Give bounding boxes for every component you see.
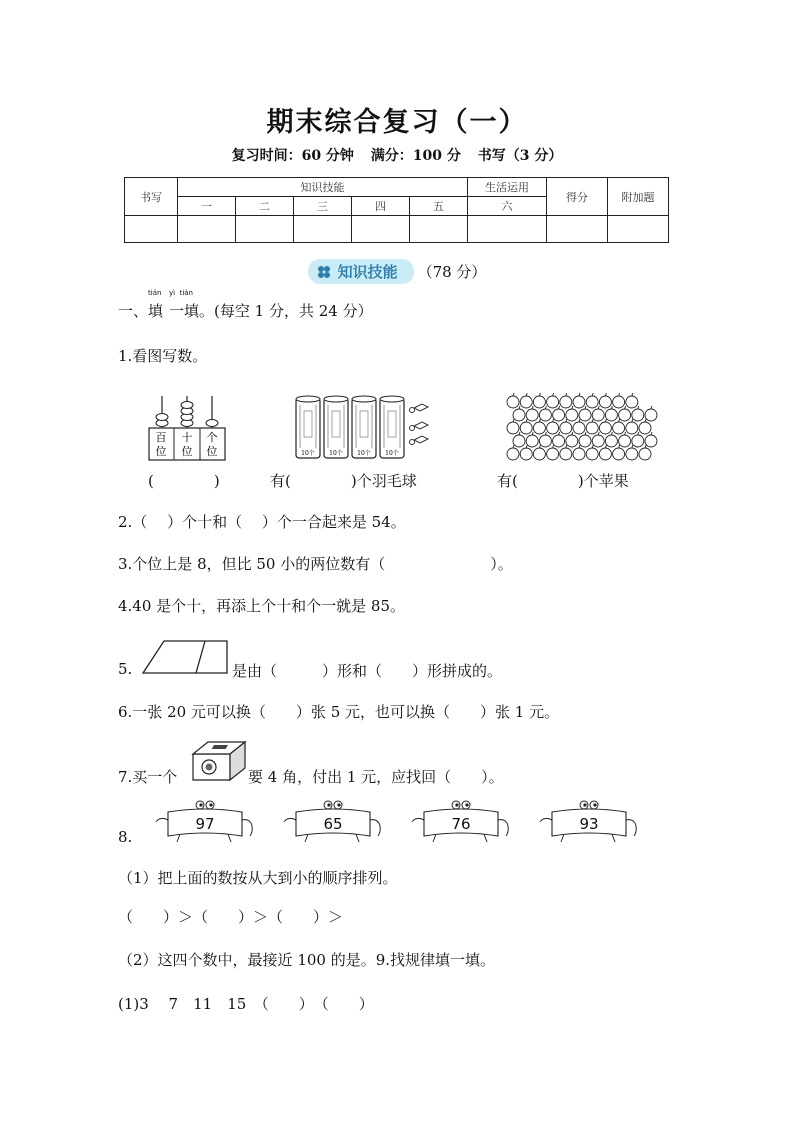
apple-icon xyxy=(513,432,525,447)
apple-icon xyxy=(520,445,532,460)
score-cell[interactable] xyxy=(236,216,294,243)
score-cell[interactable] xyxy=(294,216,352,243)
apples-illustration xyxy=(505,392,670,464)
q8-sub1: （1）把上面的数按从大到小的顺序排列。 xyxy=(118,869,398,887)
abacus-label: 位 xyxy=(181,445,193,458)
dots-icon xyxy=(317,265,331,279)
apple-icon xyxy=(573,393,585,408)
q8-sub2: （2）这四个数中，最接近 100 的是。9.找规律填一填。 xyxy=(118,951,496,969)
apple-icon xyxy=(566,432,578,447)
apple-icon xyxy=(639,445,651,460)
abacus-label: 十 xyxy=(181,431,193,444)
apple-icon xyxy=(613,445,625,460)
banner-number: 93 xyxy=(579,815,599,833)
apple-icon xyxy=(645,432,657,447)
apple-icon xyxy=(520,419,532,434)
q4-text: 4.40 是个十，再添上个十和个一就是 85。 xyxy=(118,597,406,615)
apple-icon xyxy=(526,432,538,447)
score-cell[interactable] xyxy=(352,216,410,243)
apple-icon xyxy=(573,419,585,434)
q1-cap-shuttlecock: 有( )个羽毛球 xyxy=(270,472,417,490)
banner-number: 76 xyxy=(451,815,471,833)
abacus-label: 个 xyxy=(206,431,218,444)
apple-icon xyxy=(613,393,625,408)
score-col: 四 xyxy=(352,197,410,216)
score-col: 六 xyxy=(468,197,547,216)
score-header-fujia: 附加题 xyxy=(608,178,669,216)
tube-label: 10个 xyxy=(301,450,315,457)
part1-heading xyxy=(118,289,373,321)
apple-icon xyxy=(586,445,598,460)
apple-icon xyxy=(599,445,611,460)
apple-icon xyxy=(619,406,631,421)
abacus-label: 位 xyxy=(206,445,218,458)
apple-icon xyxy=(605,406,617,421)
pinyin: yì xyxy=(169,289,176,297)
full-score: 满分：100 分 xyxy=(370,148,461,164)
number-banner xyxy=(540,801,636,842)
score-cell[interactable] xyxy=(410,216,468,243)
apple-icon xyxy=(520,393,532,408)
q7-post: 要 4 角，付出 1 元，应找回（ ）。 xyxy=(248,768,504,786)
apple-icon xyxy=(547,419,559,434)
pinyin: tián xyxy=(148,289,162,297)
score-col: 三 xyxy=(294,197,352,216)
apple-icon xyxy=(619,432,631,447)
section-points: （78 分） xyxy=(417,263,487,281)
q5-text: 是由（ ）形和（ ）形拼成的。 xyxy=(232,662,503,680)
number-banners xyxy=(150,798,650,846)
number-banner xyxy=(284,801,380,842)
pencil-sharpener-icon xyxy=(190,738,248,783)
apple-icon xyxy=(507,419,519,434)
apple-icon xyxy=(632,432,644,447)
shuttlecock-tube xyxy=(352,396,376,458)
score-header-shenghuo: 生活运用 xyxy=(468,178,547,197)
apple-icon xyxy=(566,406,578,421)
apple-icon xyxy=(626,393,638,408)
part1-note: 。(每空 1 分，共 24 分） xyxy=(199,302,373,320)
apple-icon xyxy=(533,445,545,460)
q1-cap-abacus: ( ) xyxy=(148,472,220,490)
apple-icon xyxy=(599,419,611,434)
apple-icon xyxy=(533,419,545,434)
score-cell[interactable] xyxy=(547,216,608,243)
score-header-zhishi: 知识技能 xyxy=(178,178,468,197)
apple-icon xyxy=(560,393,572,408)
writing-score: 书写（3 分） xyxy=(477,148,563,164)
tube-label: 10个 xyxy=(329,450,343,457)
q8-number: 8. xyxy=(118,828,133,846)
apple-icon xyxy=(639,419,651,434)
apple-icon xyxy=(507,445,519,460)
abacus-label: 位 xyxy=(155,445,167,458)
apple-icon xyxy=(592,432,604,447)
apple-icon xyxy=(513,406,525,421)
section-pill xyxy=(308,259,414,284)
score-col: 五 xyxy=(410,197,468,216)
apple-icon xyxy=(553,432,565,447)
shuttlecock-tube xyxy=(380,396,404,458)
part1-tian: 填 xyxy=(148,302,164,320)
page-title: 期末综合复习（一） xyxy=(266,107,528,138)
apple-icon xyxy=(613,419,625,434)
review-time: 复习时间：60 分钟 xyxy=(231,148,354,164)
apple-icon xyxy=(579,432,591,447)
part1-prefix: 一、 xyxy=(118,302,149,320)
apple-icon xyxy=(605,432,617,447)
apple-icon xyxy=(547,445,559,460)
apple-icon xyxy=(586,419,598,434)
apple-icon xyxy=(560,445,572,460)
shuttlecock-tube xyxy=(324,396,348,458)
score-cell[interactable] xyxy=(608,216,669,243)
trapezoid-shape xyxy=(140,638,232,676)
apple-icon xyxy=(539,406,551,421)
apple-icon xyxy=(533,393,545,408)
apple-icon xyxy=(632,406,644,421)
number-banner xyxy=(412,801,508,842)
tube-label: 10个 xyxy=(385,450,399,457)
apple-icon xyxy=(573,445,585,460)
apple-icon xyxy=(539,432,551,447)
score-table xyxy=(124,177,669,243)
apple-icon xyxy=(626,445,638,460)
apple-icon xyxy=(599,393,611,408)
apple-icon xyxy=(579,406,591,421)
score-cell[interactable] xyxy=(125,216,178,243)
apple-icon xyxy=(626,419,638,434)
part1-yitian: 一填 xyxy=(169,302,200,320)
apple-icon xyxy=(645,406,657,421)
q6-text: 6.一张 20 元可以换（ ）张 5 元，也可以换（ ）张 1 元。 xyxy=(118,703,560,721)
abacus-label: 百 xyxy=(155,431,167,444)
q8-order: （ ）＞（ ）＞（ ）＞ xyxy=(118,908,344,926)
q5-number: 5. xyxy=(118,660,133,678)
shuttlecock-illustration xyxy=(290,393,440,463)
score-col: 一 xyxy=(178,197,236,216)
apple-icon xyxy=(592,406,604,421)
score-header-defen: 得分 xyxy=(547,178,608,216)
q1-cap-apples: 有( )个苹果 xyxy=(497,472,629,490)
apple-icon xyxy=(560,419,572,434)
banner-number: 97 xyxy=(195,815,215,833)
apple-icon xyxy=(526,406,538,421)
q1-text: 1.看图写数。 xyxy=(118,347,208,365)
abacus-illustration xyxy=(145,390,230,465)
q7-pre: 7.买一个 xyxy=(118,768,178,786)
apple-icon xyxy=(553,406,565,421)
score-cell[interactable] xyxy=(178,216,236,243)
q9-text: (1)3 7 11 15 （ ） （ ） xyxy=(118,995,374,1013)
q3-text: 3.个位上是 8，但比 50 小的两位数有（ ）。 xyxy=(118,555,513,573)
page-subtitle xyxy=(0,145,794,165)
banner-number: 65 xyxy=(323,815,343,833)
score-header-shuxie: 书写 xyxy=(125,178,178,216)
q2-text: 2.（ ）个十和（ ）个一合起来是 54。 xyxy=(118,513,406,531)
section-label: 知识技能 xyxy=(337,263,398,281)
score-col: 二 xyxy=(236,197,294,216)
apple-icon xyxy=(586,393,598,408)
pinyin: tián xyxy=(179,289,193,297)
apple-icon xyxy=(507,393,519,408)
tube-label: 10个 xyxy=(357,450,371,457)
section-heading xyxy=(0,259,794,284)
shuttlecock-tube xyxy=(296,396,320,458)
score-cell[interactable] xyxy=(468,216,547,243)
apple-icon xyxy=(547,393,559,408)
number-banner xyxy=(156,801,252,842)
